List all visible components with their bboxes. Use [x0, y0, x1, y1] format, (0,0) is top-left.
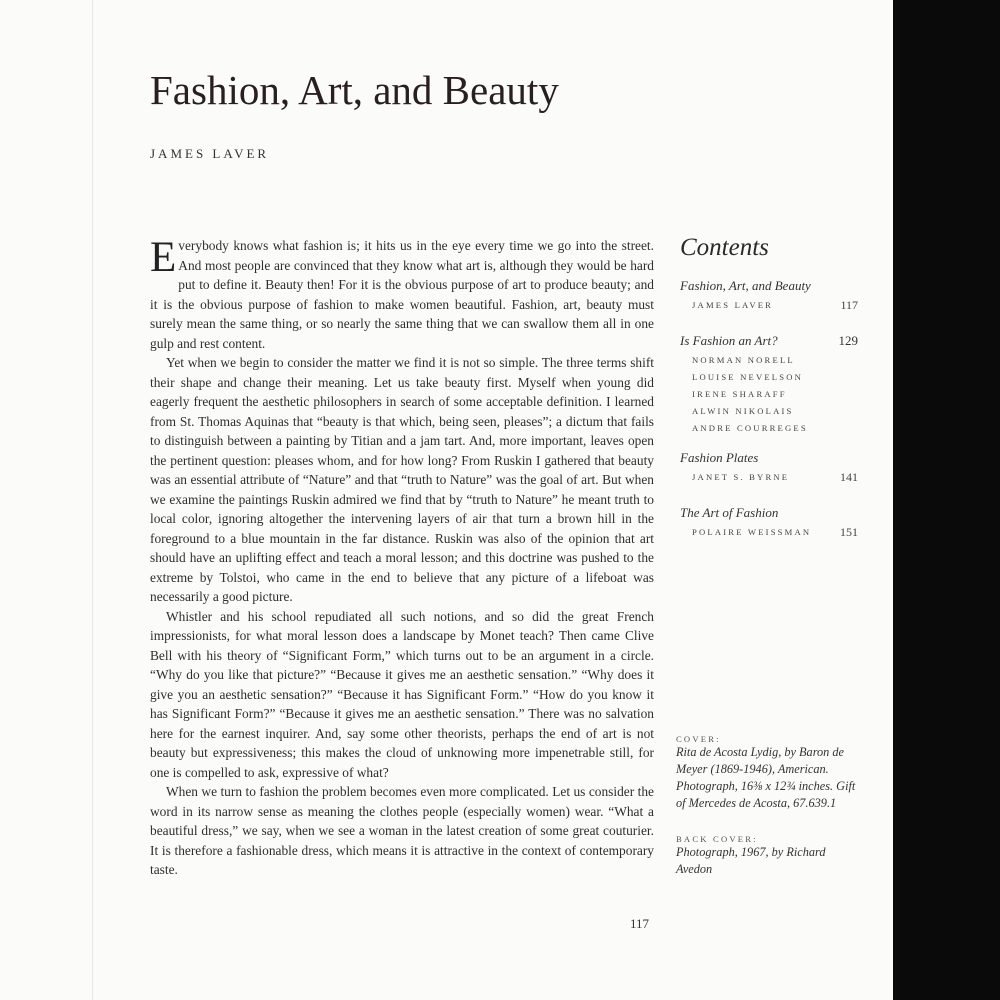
contributor: JANET S. BYRNE 141 [692, 470, 858, 484]
contributor: JAMES LAVER 117 [692, 298, 858, 312]
page-number: 151 [840, 525, 858, 539]
contents-section [680, 505, 858, 544]
paragraph-2: Yet when we begin to consider the matter we find it is not so simple. The three terms shift their shape and change their meaning. Let us take beauty first. Myself when young did eagerly frequent the aesthetic philosophers in search of some acceptable definition. I learned from St. Thomas Aquinas that “beauty is that which, being seen, pleases”; a dictum that fails to distinguish between a painting by Titian and a jam tart. And, more important, leaves open the pertinent question: pleases whom, and for how long? From Ruskin I gathered that beauty was an essential attribute of “Nature” and that “truth to Nature” was the goal of art. But when we examine the paintings Ruskin admired we find that by “truth to Nature” he meant truth to local color, ignoring altogether the intervening layers of air that turn a brown hill in the foreground to a blue mountain in the far distance. Ruskin was also of the opinion that art should have an uplifting effect and teach a moral lesson; and this doctrine was pushed to the extreme by Tolstoi, who came in the end to believe that any picture of a lifeboat was necessarily a good picture. [150, 355, 654, 604]
back-cover-label: BACK COVER: [676, 834, 758, 844]
contributor: NORMAN NORELL [692, 355, 795, 365]
contents-section [680, 333, 858, 440]
back-cover-credit-text: Photograph, 1967, by Richard Avedon [676, 845, 826, 876]
drop-cap: E [150, 234, 177, 281]
section-title: The Art of Fashion [680, 505, 779, 520]
cover-label: COVER: [676, 734, 721, 744]
contributor: ANDRE COURREGES [692, 423, 808, 433]
article-author: JAMES LAVER [150, 146, 270, 161]
contents-sidebar [680, 234, 858, 544]
contents-heading: Contents [680, 234, 769, 261]
page-number-footer: 117 [630, 916, 650, 931]
cover-credits [676, 734, 856, 878]
section-title: Fashion, Art, and Beauty [680, 278, 811, 293]
gutter-line [92, 0, 93, 1000]
paragraph-1-text: verybody knows what fashion is; it hits us in the eye every time we go into the street. And most people are convinced that they know what art is, although they would be hard put to define it. Beauty then! For it is the obvious purpose of art to produce beauty; and it is the obvious purpose of fashion to make women beautiful. Fashion, art, beauty must surely mean the same thing, or so nearly the same thing that we can swallow them all in one gulp and rest content. [150, 238, 654, 351]
contributor: IRENE SHARAFF [692, 389, 787, 399]
paragraph-1 [150, 236, 654, 353]
paragraph-3: Whistler and his school repudiated all such notions, and so did the great French impressionists, for what moral lesson does a landscape by Monet teach? Then came Clive Bell with his theory of “Significant Form,” which turns out to be an argument in a circle. “Why do you like that picture?” “Because it gives me an aesthetic sensation.” “Why does it give you an aesthetic sensation?” “Because it has Significant Form.” “How do you know it has Significant Form?” “Because it gives me an aesthetic sensation.” There was no salvation here for the earnest inquirer. And, say some other theorists, perhaps the end of art is not beauty but expressiveness; this makes the cloud of unknowing more impenetrable still, for one is compelled to ask, expressive of what? [150, 608, 654, 780]
section-title: Fashion Plates [680, 450, 759, 465]
contributor: ALWIN NIKOLAIS [692, 406, 794, 416]
paragraph-4: When we turn to fashion the problem becomes even more complicated. Let us consider the word in its narrow sense as meaning the clothes people (especially women) wear. “What a beautiful dress,” we say, when we see a woman in the latest creation of some great couturier. It is therefore a fashionable dress, which means it is attractive in the context of contemporary taste. [150, 784, 654, 877]
page-number: 141 [840, 470, 858, 484]
contributor: POLAIRE WEISSMAN 151 [692, 525, 858, 539]
contents-section [680, 450, 858, 489]
cover-credit-text: Rita de Acosta Lydig, by Baron de Meyer (1869-1946), American. Photograph, 16⅜ x 12¾ inches. Gift of Mercedes de Acosta, 67.639.1 [676, 745, 856, 810]
contents-section [680, 278, 858, 317]
page-number: 129 [838, 333, 858, 348]
page-number: 117 [840, 298, 858, 312]
article-body [150, 236, 654, 880]
contributor: LOUISE NEVELSON [692, 372, 804, 382]
article-title: Fashion, Art, and Beauty [150, 67, 559, 113]
section-title: Is Fashion an Art? 129 [680, 333, 858, 348]
